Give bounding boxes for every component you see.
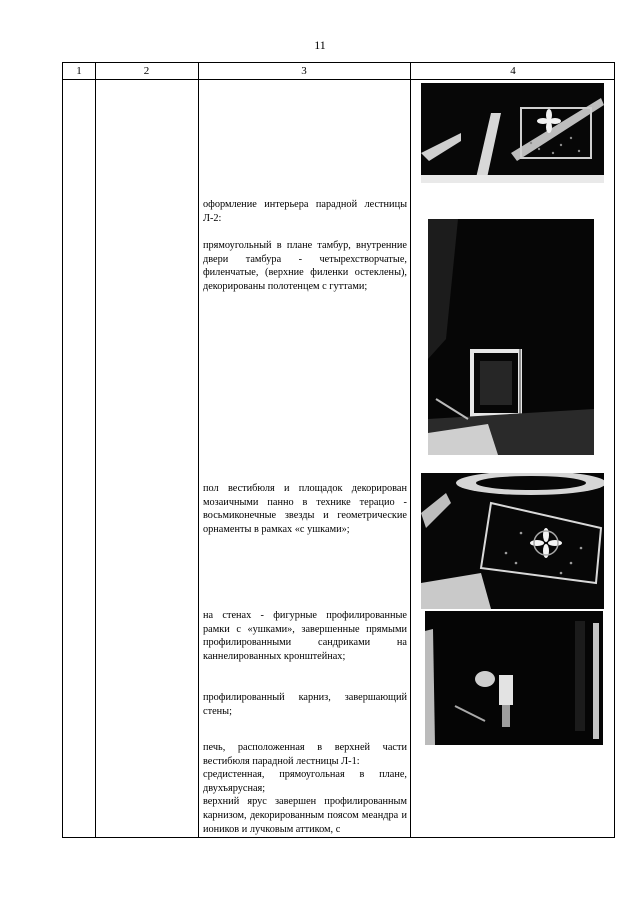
heritage-table bbox=[62, 62, 615, 838]
description-walls: на стенах - фигурные профилированные рамки с «ушками», завершенные прямыми профилированными сандриками на каннелированных кронштейнах; bbox=[203, 610, 407, 662]
column-header-1: 1 bbox=[76, 65, 82, 77]
header-divider bbox=[63, 79, 614, 80]
description-floor: пол вестибюля и площадок декорирован мозаичными панно в технике терацио - восьмиконечные звезды и геометрические орнаменты в рамках «с ушками»; bbox=[203, 483, 407, 535]
column-divider bbox=[410, 63, 411, 837]
description-cornice: профилированный карниз, завершающий стены; bbox=[203, 692, 407, 717]
description-stove: печь, расположенная в верхней части вестибюля парадной лестницы Л-1: средистенная, прямоугольная в плане, двухъярусная; верхний ярус завершен профилированным карнизом, декорированным поясом меандра и иоников и лучковым аттиком, с bbox=[203, 742, 407, 835]
column-header-4: 4 bbox=[510, 65, 516, 77]
column-header-2: 2 bbox=[143, 65, 150, 77]
photo-vestibule-doors bbox=[428, 219, 594, 455]
photo-floor-panel-star bbox=[421, 473, 604, 609]
column-divider bbox=[95, 63, 96, 837]
description-vestibule: прямоугольный в плане тамбур, внутренние двери тамбура - четырехстворчатые, филенчатые, (верхние филенки остеклены), декорированы полотенцем с гуттами; bbox=[203, 240, 407, 292]
description-intro: оформление интерьера парадной лестницы Л-2: bbox=[203, 199, 407, 224]
column-header-3: 3 bbox=[301, 65, 307, 77]
photo-floor-mosaic-detail bbox=[421, 83, 604, 183]
column-divider bbox=[198, 63, 199, 837]
page-number: 11 bbox=[314, 38, 326, 52]
photo-stove-detail bbox=[425, 611, 603, 745]
